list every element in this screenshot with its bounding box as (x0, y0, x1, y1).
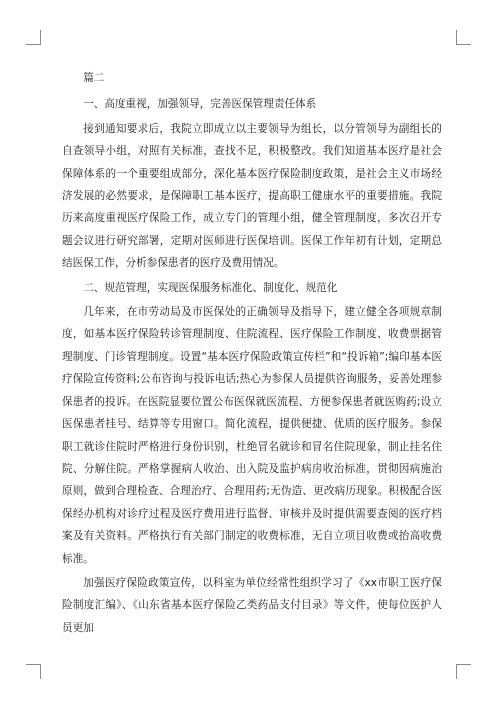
crop-mark-bottom-left (26, 664, 41, 679)
paragraph-2: 几年来，在市劳动局及市医保处的正确领导及指导下，建立健全各项规章制度，如基本医疗保险转诊管理制度、住院流程、医疗保险工作制度、收费票据管理制度、门诊管理制度。设置“基本医疗保险政策宣传栏”和“投诉箱”;编印基本医疗保险宣传资料;公布咨询与投诉电话;热心为参保人员提供咨询服务，妥善处理参保患者的投诉。在医院显要位置公布医保就医流程、方便参保患者就医购药;设立医保患者挂号、结算等专用窗口。简化流程，提供便捷、优质的医疗服务。参保职工就诊住院时严格进行身份识别，杜绝冒名就诊和冒名住院现象，制止挂名住院、分解住院。严格掌握病人收治、出入院及监护病房收治标准，贯彻因病施治原则，做到合理检查、合理治疗、合理用药;无伪造、更改病历现象。积极配合医保经办机构对诊疗过程及医疗费用进行监督、审核并及时提供需要查阅的医疗档案及有关资料。严格执行有关部门制定的收费标准，无自立项目收费或抬高收费标准。 (62, 306, 442, 565)
paragraph-1: 接到通知要求后，我院立即成立以主要领导为组长，以分管领导为副组长的自查领导小组，对照有关标准，查找不足，积极整改。我们知道基本医疗是社会保障体系的一个重要组成部分，深化基本医疗保险制度政策，是社会主义市场经济发展的必然要求，是保障职工基本医疗，提高职工健康水平的重要措施。我院历来高度重视医疗保险工作，成立专门的管理小组，健全管理制度，多次召开专题会议进行研究部署，定期对医师进行医保培训。医保工作年初有计划，定期总结医保工作，分析参保患者的医疗及费用情况。 (62, 122, 442, 270)
heading-1: 一、高度重视，加强领导，完善医保管理责任体系 (83, 98, 317, 111)
crop-mark-top-left (26, 30, 41, 45)
paragraph-3: 加强医疗保险政策宣传，以科室为单位经常性组织学习了《xx市职工医疗保险制度汇编》、《山东省基本医疗保险乙类药品支付目录》等文件，使每位医护人员更加 (62, 576, 442, 634)
section-label: 篇二 (83, 72, 105, 84)
heading-2: 二、规范管理，实现医保服务标准化、制度化、规范化 (83, 281, 338, 294)
document-body (62, 67, 442, 639)
crop-mark-top-right (456, 30, 471, 45)
crop-mark-bottom-right (456, 664, 471, 679)
